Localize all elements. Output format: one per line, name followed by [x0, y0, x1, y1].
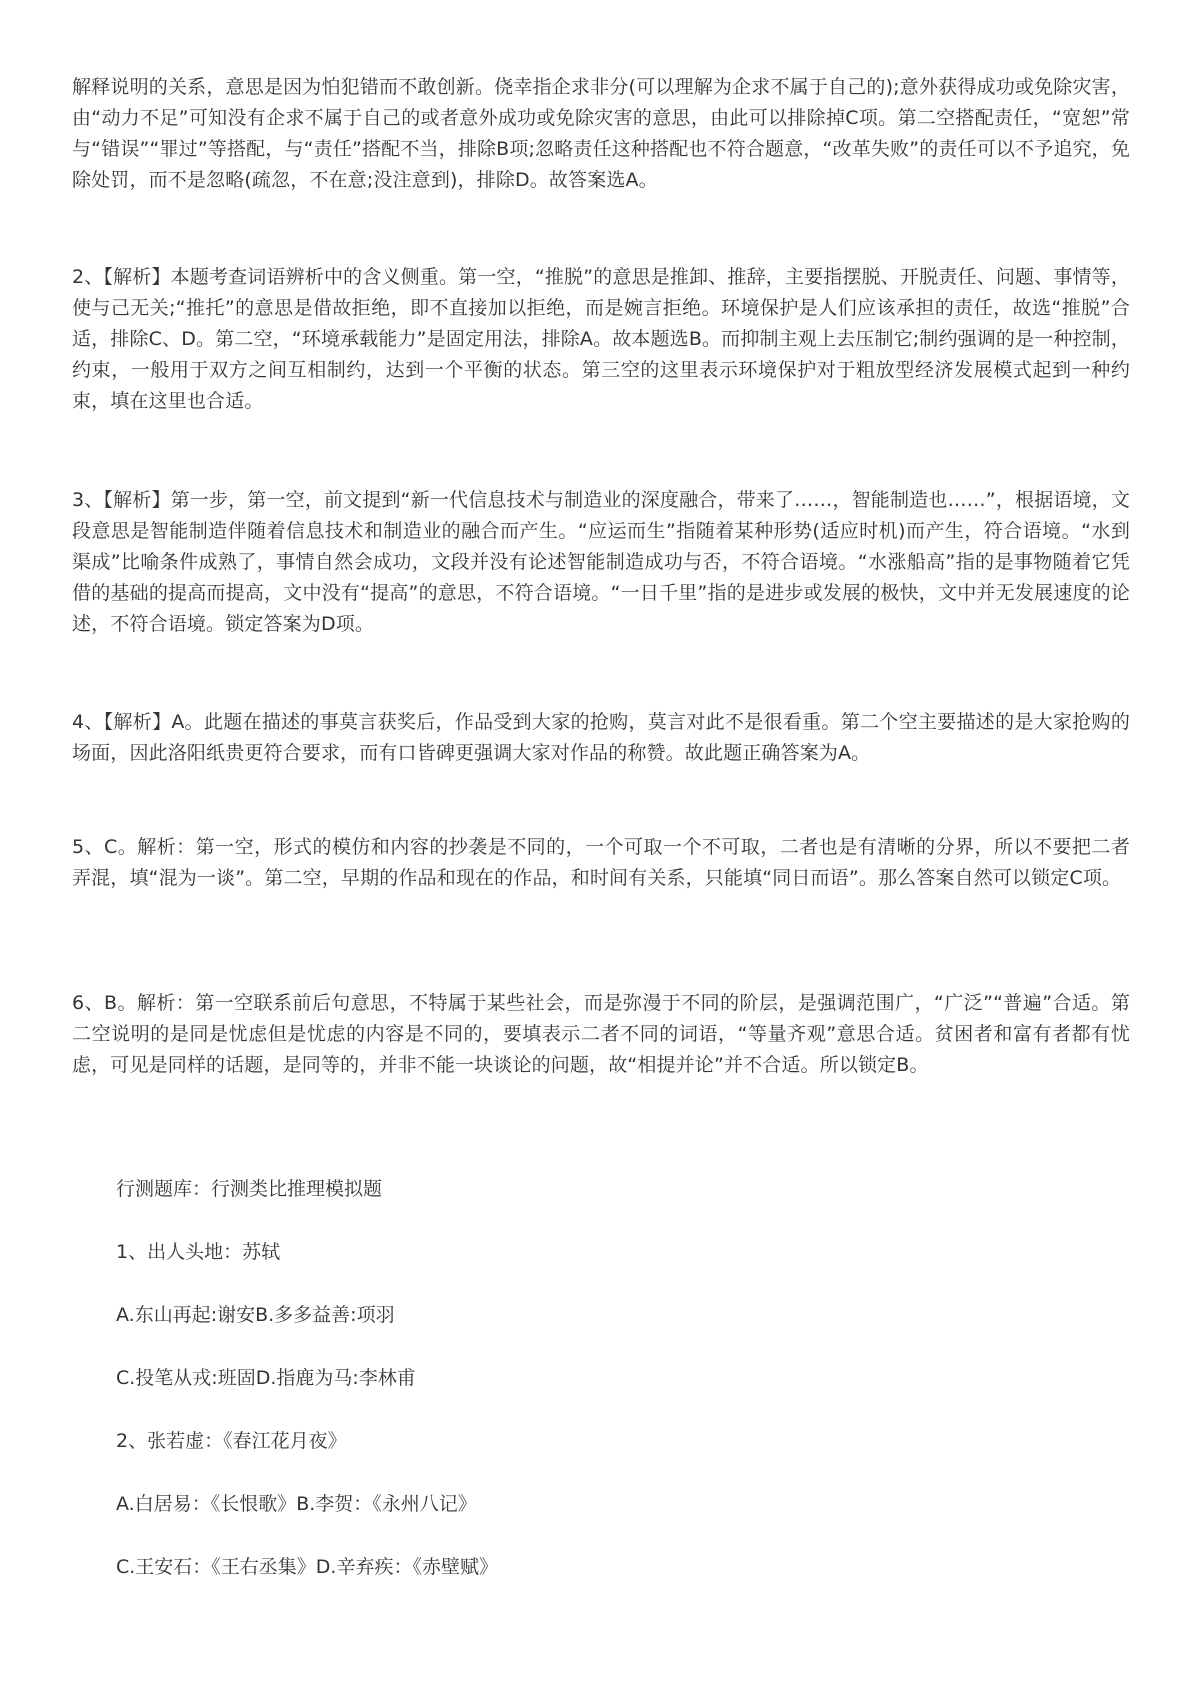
question-bank-heading: 行测题库：行测类比推理模拟题	[116, 1178, 383, 1200]
explanation-paragraph-1: 解释说明的关系，意思是因为怕犯错而不敢创新。侥幸指企求非分(可以理解为企求不属于自己的);意外获得成功或免除灾害，由“动力不足”可知没有企求不属于自己的或者意外成功或免除灾害的意思，由此可以排除掉C项。第二空搭配责任，“宽恕”常与“错误”“罪过”等搭配，与“责任”搭配不当，排除B项;忽略责任这种搭配也不符合题意，“改革失败”的责任可以不予追究，免除处罚，而不是忽略(疏忽，不在意;没注意到)，排除D。故答案选A。	[72, 76, 1130, 191]
question-1-stem: 1、出人头地：苏轼	[116, 1241, 281, 1263]
question-2-options-a-b: A.白居易：《长恨歌》B.李贺：《永州八记》	[116, 1493, 477, 1515]
question-1-options-a-b: A.东山再起:谢安B.多多益善:项羽	[116, 1304, 395, 1326]
explanation-paragraph-2: 2、【解析】本题考查词语辨析中的含义侧重。第一空，“推脱”的意思是推卸、推辞，主要指摆脱、开脱责任、问题、事情等，使与己无关;“推托”的意思是借故拒绝，即不直接加以拒绝，而是婉言拒绝。环境保护是人们应该承担的责任，故选“推脱”合适，排除C、D。第二空，“环境承载能力”是固定用法，排除A。故本题选B。而抑制主观上去压制它;制约强调的是一种控制，约束，一般用于双方之间互相制约，达到一个平衡的状态。第三空的这里表示环境保护对于粗放型经济发展模式起到一种约束，填在这里也合适。	[72, 266, 1130, 412]
question-2-stem: 2、张若虚：《春江花月夜》	[116, 1430, 347, 1452]
explanation-paragraph-6: 6、B。解析：第一空联系前后句意思，不特属于某些社会，而是弥漫于不同的阶层，是强调范围广，“广泛”“普遍”合适。第二空说明的是同是忧虑但是忧虑的内容是不同的，要填表示二者不同的词语，“等量齐观”意思合适。贫困者和富有者都有忧虑，可见是同样的话题，是同等的，并非不能一块谈论的问题，故“相提并论”并不合适。所以锁定B。	[72, 992, 1130, 1076]
explanation-paragraph-5: 5、C。解析：第一空，形式的模仿和内容的抄袭是不同的，一个可取一个不可取，二者也是有清晰的分界，所以不要把二者弄混，填“混为一谈”。第二空，早期的作品和现在的作品，和时间有关系，只能填“同日而语”。那么答案自然可以锁定C项。	[72, 836, 1130, 889]
question-1-options-c-d: C.投笔从戎:班固D.指鹿为马:李林甫	[116, 1367, 416, 1389]
explanation-paragraph-3: 3、【解析】第一步，第一空，前文提到“新一代信息技术与制造业的深度融合，带来了……，智能制造也……”，根据语境，文段意思是智能制造伴随着信息技术和制造业的融合而产生。“应运而生”指随着某种形势(适应时机)而产生，符合语境。“水到渠成”比喻条件成熟了，事情自然会成功，文段并没有论述智能制造成功与否，不符合语境。“水涨船高”指的是事物随着它凭借的基础的提高而提高，文中没有“提高”的意思，不符合语境。“一日千里”指的是进步或发展的极快，文中并无发展速度的论述，不符合语境。锁定答案为D项。	[72, 489, 1130, 635]
explanation-paragraph-4: 4、【解析】A。此题在描述的事莫言获奖后，作品受到大家的抢购，莫言对此不是很看重。第二个空主要描述的是大家抢购的场面，因此洛阳纸贵更符合要求，而有口皆碑更强调大家对作品的称赞。故此题正确答案为A。	[72, 711, 1130, 764]
question-2-options-c-d: C.王安石：《王右丞集》D.辛弃疾：《赤壁赋》	[116, 1556, 498, 1578]
